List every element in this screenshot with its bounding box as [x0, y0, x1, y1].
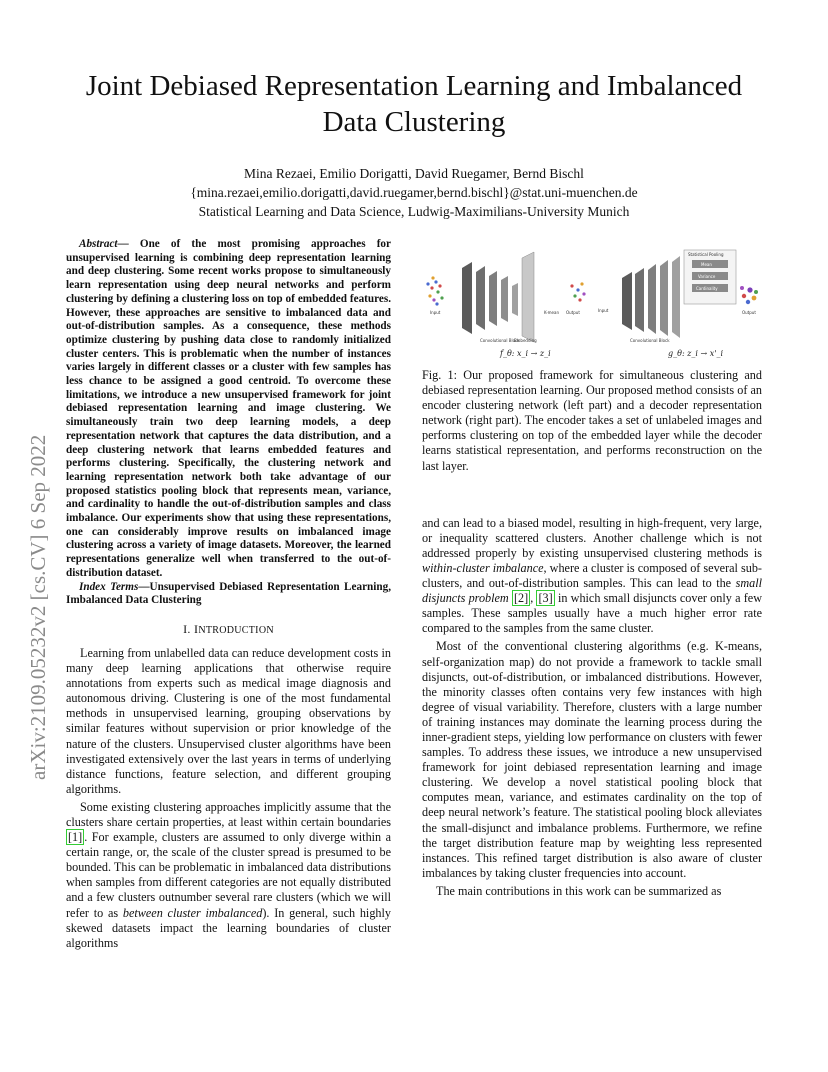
author-emails: {mina.rezaei,emilio.dorigatti,david.ruegamer,bernd.bischl}@stat.uni-muenchen.de: [190, 185, 638, 200]
fig-label: Variance: [698, 274, 716, 279]
citation-link[interactable]: [3]: [538, 591, 553, 606]
fig-label: Output: [566, 310, 580, 315]
conv-block-right: [622, 256, 680, 338]
fig-label: Convolutional Block: [630, 338, 670, 343]
conv-block-left: [462, 252, 534, 342]
fig-label: Mean: [701, 262, 712, 267]
index-terms: [66, 581, 391, 608]
fig-label: Cardinality: [696, 286, 718, 291]
fig-label: Input: [430, 310, 441, 315]
author-affiliation: Statistical Learning and Data Science, Ludwig-Maximilians-University Munich: [198, 204, 630, 219]
fig-formula-right: g_θ: z_i → x'_i: [668, 349, 724, 358]
left-column: [66, 238, 391, 951]
input-scatter-left: [426, 276, 443, 305]
paper-title: Joint Debiased Representation Learning and Imbalanced Data Clustering: [85, 70, 743, 138]
framework-diagram: [422, 238, 762, 358]
framework-figure: [422, 238, 762, 358]
author-block: [80, 164, 748, 221]
output-scatter-right: [740, 286, 758, 304]
abstract: [66, 238, 391, 581]
fig-label: K-mean: [544, 310, 559, 315]
right-column: [422, 238, 762, 899]
intro-paragraph-1: Learning from unlabelled data can reduce development costs in many deep learning applications that otherwise require annotations from experts such as medical image diagnosis and autonomous driving. Clustering is one of the most fundamental methods in unsupervised learning, grouping observations by similar features without supervision or prior knowledge of the nature of the clusters. Unsupervised cluster algorithms have been investigated extensively over the last years in terms of underlying distance functions, feature selection, and different grouping algorithms.: [66, 645, 391, 796]
citation-link[interactable]: [2]: [513, 591, 529, 606]
right-paragraph-3: The main contributions in this work can be summarized as: [436, 883, 722, 898]
abstract-text: — One of the most promising approaches for unsupervised learning is combining deep representation learning and deep clustering. Some recent works propose to simultaneously learn representation using deep neural networks and perform clustering by defining a clustering loss on top of embedded features. However, these approaches are sensitive to imbalanced data and out-of-distribution samples. As a consequence, these methods optimize clustering by pushing data close to randomly initialized cluster centers. This is problematic when the number of instances varies largely in different classes or a cluster with few samples has less chance to be assigned a good centroid. To overcome these limitations, we introduce a new unsupervised framework for joint debiased representation learning and image clustering. We simultaneously train two deep learning models, a deep representation network that captures the data distribution, and a deep clustering network that learns embedded features and performs clustering. Specifically, the clustering network and learning representation network both take advantage of our proposed statistics pooling block that represents mean, variance, and cardinality to handle the out-of-distribution samples and class imbalance. Our experiments show that using these representations, one can considerably improve results on imbalanced image clustering across a variety of image datasets. Moreover, the learned representations generalize well when transferred to the out-of-distribution dataset.: [66, 238, 391, 579]
output-scatter-left: [570, 282, 585, 301]
author-names: Mina Rezaei, Emilio Dorigatti, David Ruegamer, Bernd Bischl: [244, 166, 584, 181]
right-paragraph-2: Most of the conventional clustering algorithms (e.g. K-means, self-organization map) do not provide a framework to tackle small disjuncts, out-of-distribution, or imbalanced distributions. However, the minority classes often contains very few instances with high degree of visual variability. Therefore, clusters with a large number of training instances may dominate the learning process during the inner-gradient steps, yielding low performance on clusters with fewer samples. To address these issues, we introduce a new unsupervised framework for joint debiased representation learning and image clustering. We develop a novel statistical pooling block that computes mean, variance, and estimates cardinality on the top of deep neural network’s feature. The statistical pooling block alleviates the small-disjunct and imbalance problems. Furthermore, we refine the target distribution feature map by weighting less represented instances. This refined target distribution is also aware of cluster imbalances by taking cluster frequencies into account.: [422, 639, 762, 880]
citation-link[interactable]: [1]: [68, 830, 83, 845]
fig-label: Embedding: [514, 338, 537, 343]
intro-paragraph-2: Some existing clustering approaches implicitly assume that the clusters share certain properties, at least within certain boundaries [1] . For example, clusters are assumed to only diverge within a certain range, or, the scale of the cluster spread is presumed to be bounded. This can be problematic in imbalanced data distributions when samples from different categories are not equally distributed and a few clusters outnumber several rare clusters (which we will refer to as between cluster imbalanced). In general, such highly skewed datasets impact the learning boundaries of cluster algorithms: [66, 799, 391, 950]
fig-label: Convolutional Block: [480, 338, 520, 343]
fig-formula-left: f_θ: x_i → z_i: [500, 349, 551, 358]
section-heading-introduction: I. INTRODUCTION: [183, 621, 274, 636]
index-terms-lead: Index Terms: [79, 580, 139, 593]
fig-label: Output: [742, 310, 756, 315]
index-terms-text: —Unsupervised Debiased Representation Learning, Imbalanced Data Clustering: [66, 580, 391, 607]
arxiv-stamp: arXiv:2109.05232v2 [cs.CV] 6 Sep 2022: [26, 434, 50, 780]
figure-caption: Fig. 1: Our proposed framework for simultaneous clustering and debiased representation learning. Our proposed method consists of an encoder clustering network (left part) and a decoder representation network (right part). The encoder takes a set of unlabeled images and performs clustering on top of the embedded layer while the decoder learns statistical representation, and performs reconstruction on the last layer.: [422, 368, 762, 473]
abstract-lead: Abstract: [79, 238, 118, 250]
fig-label: Input: [598, 308, 609, 313]
fig-label: Statistical Pooling: [688, 252, 724, 257]
right-paragraph-1: and can lead to a biased model, resulting in high-frequent, very large, or inequality scattered clusters. Another challenge which is not addressed properly by existing unsupervised clustering methods is within-cluster imbalance, where a cluster is composed of several sub-clusters, and out-of-distribution samples. This can lead to the small disjuncts problem [2] , [3] in which small disjuncts cover only a few samples. These samples usually have a much higher error rate compared to the samples from the same cluster.: [422, 515, 762, 636]
